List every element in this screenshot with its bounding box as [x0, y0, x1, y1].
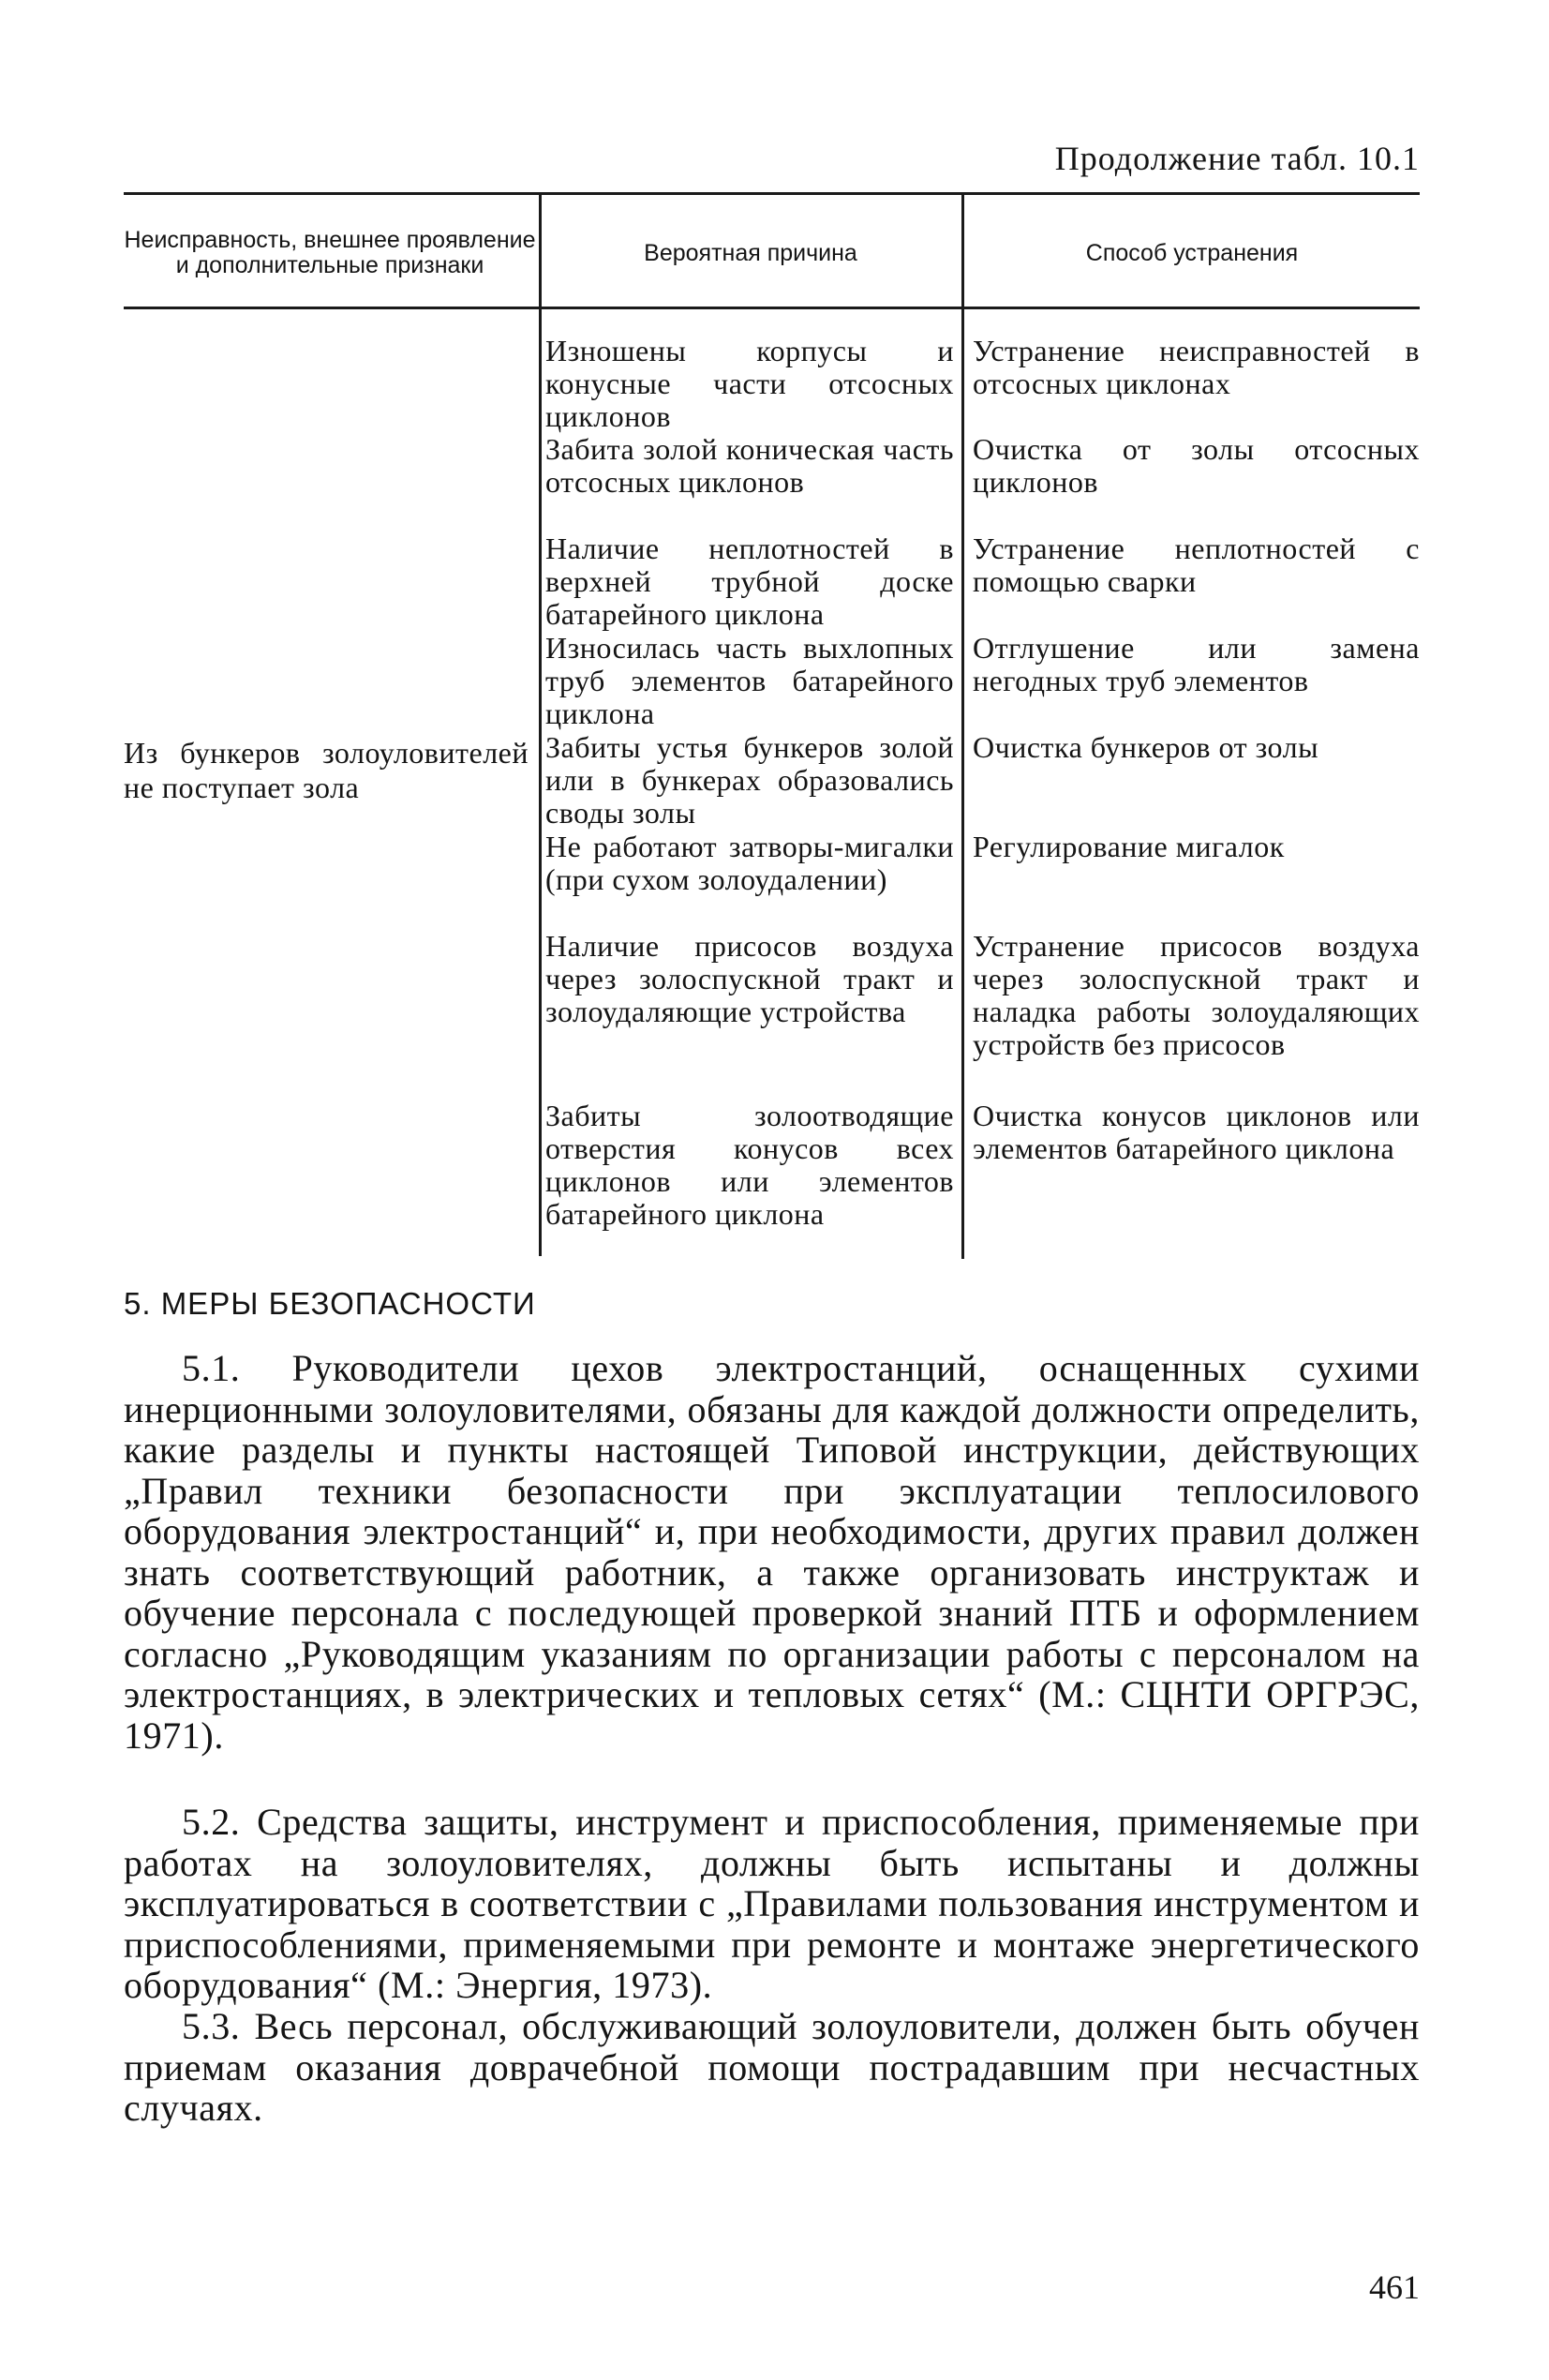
header-fault: Неисправность, внешнее проявление и дополнительные признаки — [124, 227, 536, 278]
page-number: 461 — [1369, 2268, 1420, 2306]
table-top-rule — [124, 192, 1420, 195]
column-divider-2 — [961, 192, 964, 1259]
paragraph-5-1 — [124, 1348, 1420, 1756]
cause-cell: Забиты золоотводящие отверстия конусов всех циклонов или элементов батарейного циклона — [545, 1099, 954, 1231]
cause-cell: Забиты устья бункеров золой или в бункерах образовались своды золы — [545, 730, 954, 830]
section-title: 5. МЕРЫ БЕЗОПАСНОСТИ — [124, 1286, 536, 1321]
remedy-cell: Очистка от золы отсосных циклонов — [973, 432, 1420, 499]
header-cause: Вероятная причина — [644, 239, 857, 266]
cause-cell: Наличие неплотностей в верхней трубной доске батарейного циклона — [545, 531, 954, 631]
paragraph-5-3 — [124, 2006, 1420, 2129]
remedy-cell: Устранение неплотностей с помощью сварки — [973, 531, 1420, 598]
cause-cell: Изношены корпусы и конусные части отсосных циклонов — [545, 334, 954, 433]
remedy-cell: Очистка бункеров от золы — [973, 730, 1319, 764]
paragraph-5-2 — [124, 1802, 1420, 2006]
remedy-cell: Устранение присосов воздуха через золоспускной тракт и наладка работы золоудаляющих устройств без присосов — [973, 929, 1420, 1061]
paragraph-text: 5.2. Средства защиты, инструмент и приспособления, применяемые при работах на золоуловителях, должны быть испытаны и должны эксплуатироваться в соответствии с „Правилами пользования инструментом и приспособлениями, применяемыми при ремонте и монтаже энергетического оборудования“ (М.: Энергия, 1973). — [124, 1801, 1420, 2006]
fault-cell: Из бункеров золоуловителей не поступает зола — [124, 736, 529, 804]
remedy-cell: Устранение неисправностей в отсосных циклонах — [973, 334, 1420, 400]
paragraph-text: 5.1. Руководители цехов электростанций, оснащенных сухими инерционными золоуловителями, обязаны для каждой должности определить, какие разделы и пункты настоящей Типовой инструкции, действующих „Правил техники безопасности при эксплуатации теплосилового оборудования электростанций“ и, при необходимости, других правил должен знать соответствующий работник, а также организовать инструктаж и обучение персонала с последующей проверкой знаний ПТБ и оформлением согласно „Руководящим указаниям по организации работы с персоналом на электростанциях, в электрических и тепловых сетях“ (М.: СЦНТИ ОРГРЭС, 1971). — [124, 1347, 1420, 1757]
table-header-rule — [124, 307, 1420, 309]
remedy-cell: Регулирование мигалок — [973, 830, 1285, 863]
remedy-cell: Очистка конусов циклонов или элементов батарейного циклона — [973, 1099, 1420, 1165]
remedy-cell: Отглушение или замена негодных труб элементов — [973, 631, 1420, 697]
column-divider-1 — [539, 192, 542, 1256]
header-remedy: Способ устранения — [1085, 239, 1299, 266]
cause-cell: Наличие присосов воздуха через золоспускной тракт и золоудаляющие устройства — [545, 929, 954, 1028]
cause-cell: Не работают затворы-мигалки (при сухом золоудалении) — [545, 830, 954, 896]
paragraph-text: 5.3. Весь персонал, обслуживающий золоуловители, должен быть обучен приемам оказания доврачебной помощи пострадавшим при несчастных случаях. — [124, 2005, 1420, 2129]
table-continuation-label: Продолжение табл. 10.1 — [1054, 140, 1420, 177]
cause-cell: Износилась часть выхлопных труб элементов батарейного циклона — [545, 631, 954, 730]
cause-cell: Забита золой коническая часть отсосных циклонов — [545, 432, 954, 499]
